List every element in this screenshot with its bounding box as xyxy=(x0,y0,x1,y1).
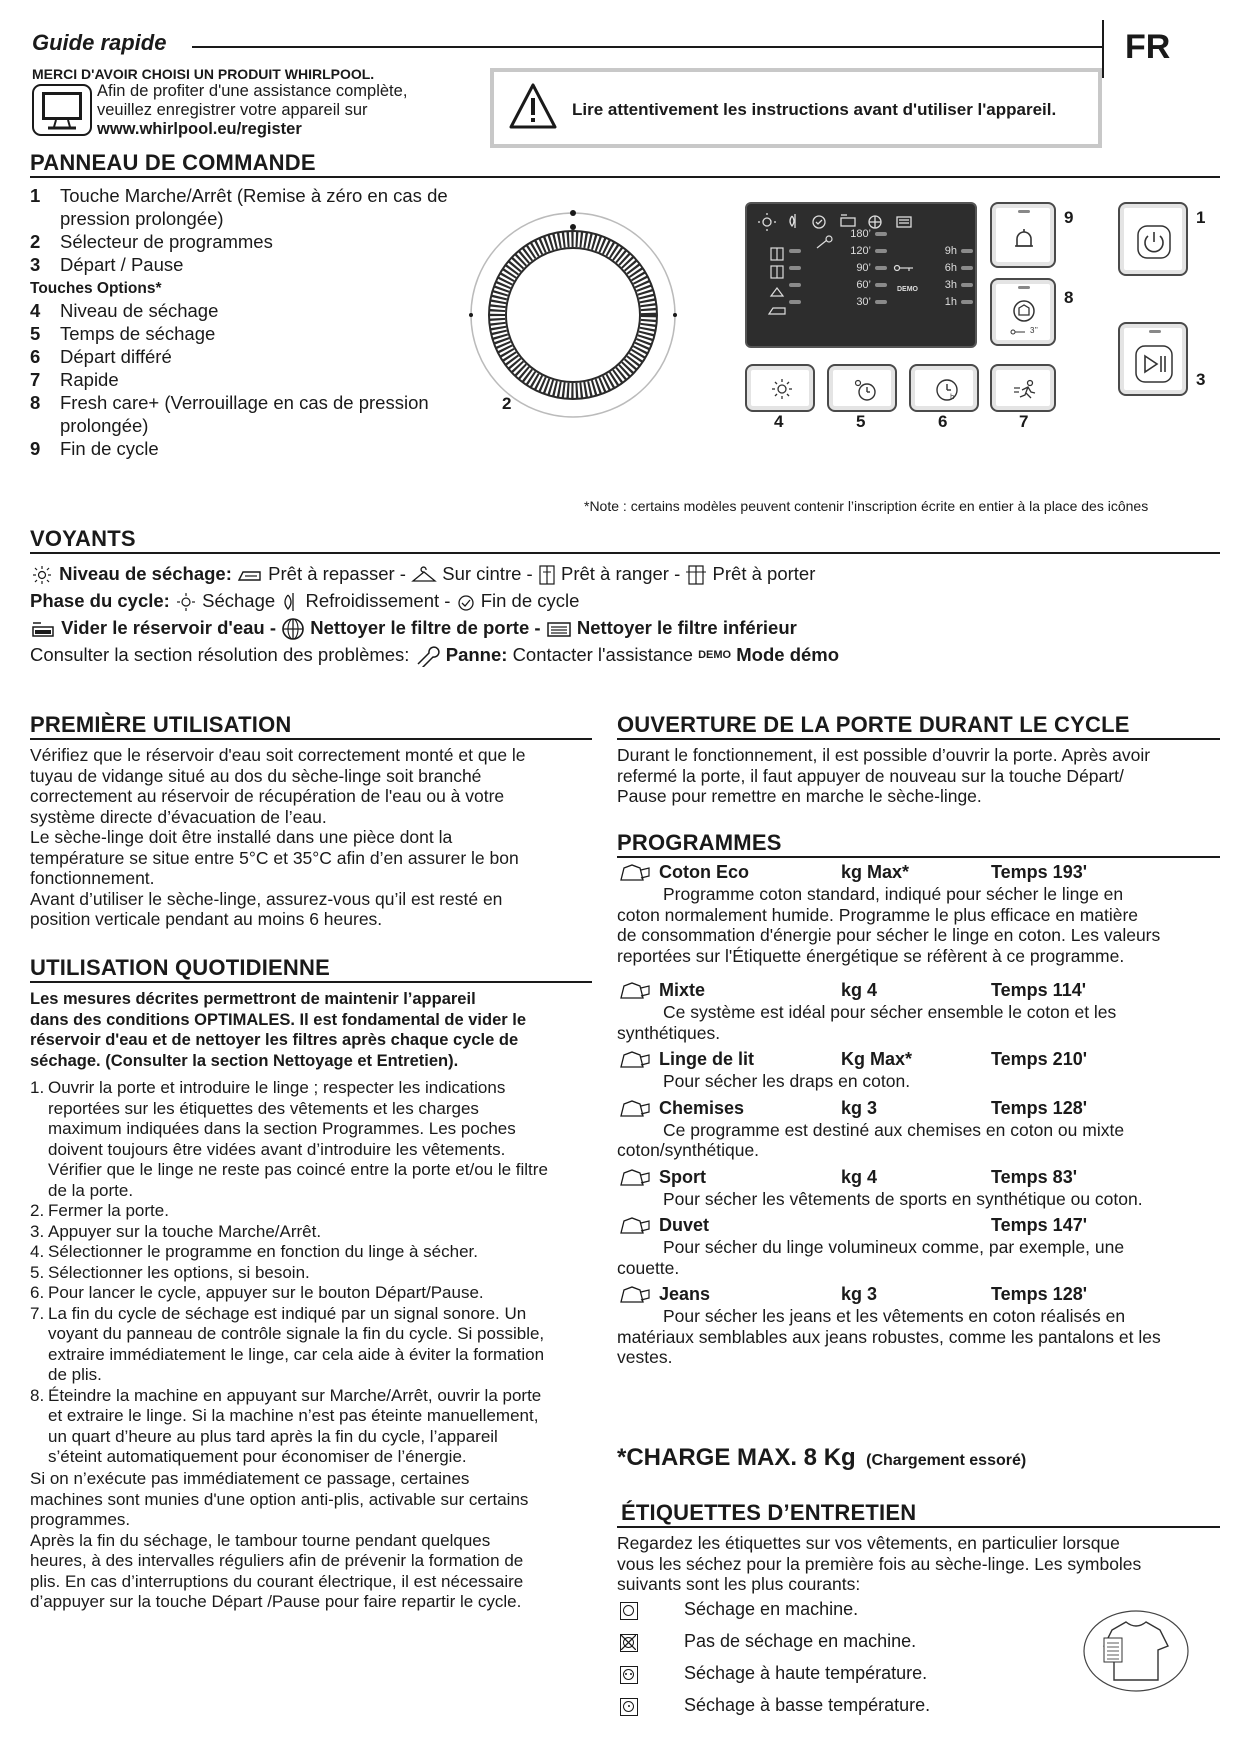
dry-level-button[interactable] xyxy=(745,364,815,412)
list-text: Fermer la porte. xyxy=(48,1201,169,1220)
control-display xyxy=(745,202,977,348)
text-line: Ce système est idéal pour sécher ensemble le coton et les xyxy=(663,1002,1117,1022)
list-number xyxy=(30,1324,48,1345)
page-title: Guide rapide xyxy=(32,30,167,55)
list-number: 3 xyxy=(30,254,41,275)
text-line: d’appuyer sur la touche Départ /Pause pour faire repartir le cycle. xyxy=(30,1592,522,1611)
wear-icon xyxy=(685,564,707,586)
list-number: 7 xyxy=(30,369,41,390)
text-line: Regardez les étiquettes sur vos vêtements, en particulier lorsque xyxy=(617,1533,1120,1553)
text-line: Pour sécher les jeans et les vêtements en coton réalisés en xyxy=(663,1306,1126,1326)
cotton-eco-icon xyxy=(617,862,653,884)
program-time: Temps 147' xyxy=(991,1215,1087,1235)
program-name: Mixte xyxy=(659,980,706,1000)
cooling-icon xyxy=(280,591,300,613)
list-text: Sélectionner les options, si besoin. xyxy=(48,1262,310,1282)
dry-level-icon xyxy=(769,376,795,402)
dry-time-icon xyxy=(851,376,879,404)
list-text: Fin de cycle xyxy=(60,438,159,459)
door-filter-icon xyxy=(281,617,305,641)
program-time: Temps 128' xyxy=(991,1097,1087,1118)
programs-list xyxy=(617,862,1227,1368)
list-item xyxy=(30,1386,600,1407)
list-item xyxy=(30,184,480,207)
text-line: suivants sont les plus courants: xyxy=(617,1574,861,1594)
header-divider xyxy=(1102,20,1104,78)
program-description xyxy=(617,884,1227,966)
list-item xyxy=(30,253,480,276)
text-line: correctement au réservoir de récupération de l'eau ou à votre xyxy=(30,786,505,806)
program-item xyxy=(617,1284,1227,1368)
program-name: Sport xyxy=(659,1166,706,1187)
program-header xyxy=(617,1215,1227,1237)
list-item xyxy=(30,1263,600,1284)
section-care-labels: ÉTIQUETTES D’ENTRETIEN xyxy=(617,1500,1220,1528)
list-item xyxy=(30,1406,600,1427)
list-text: pression prolongée) xyxy=(60,208,224,229)
list-item xyxy=(30,1078,600,1099)
shirts-icon xyxy=(617,1098,653,1120)
duvet-icon xyxy=(617,1215,653,1237)
list-text: voyant du panneau de contrôle signale la fin du cycle. Si possible, xyxy=(48,1324,545,1343)
program-item xyxy=(617,1098,1227,1161)
list-text: Sélectionner le programme en fonction du linge à sécher. xyxy=(48,1242,478,1261)
end-of-cycle-button[interactable] xyxy=(990,202,1056,268)
text-line: position verticale pendant au moins 6 heures. xyxy=(30,909,383,929)
list-item xyxy=(30,368,480,391)
text-line: réservoir d'eau et de nettoyer les filtres après chaque cycle de xyxy=(30,1031,519,1049)
list-number: 5 xyxy=(30,323,41,344)
quick-icon xyxy=(1012,376,1040,404)
list-text: Appuyer sur la touche Marche/Arrêt. xyxy=(48,1221,322,1241)
list-item xyxy=(30,345,480,368)
max-load: *CHARGE MAX. 8 Kg (Chargement essoré) xyxy=(617,1444,1027,1471)
end-cycle-icon xyxy=(456,592,476,612)
list-item xyxy=(30,230,480,253)
register-text: Afin de profiter d'une assistance complète, veuillez enregistrer votre appareil sur www.whirlpool.eu/register xyxy=(97,82,408,138)
text-line: Ce programme est destiné aux chemises en coton ou mixte xyxy=(663,1119,1125,1140)
list-number: 8 xyxy=(30,392,41,413)
list-number: 6 xyxy=(30,346,41,367)
options-title: Touches Options* xyxy=(30,280,162,297)
indicators-block xyxy=(30,560,1220,669)
text-line: Si on n’exécute pas immédiatement ce passage, certaines xyxy=(30,1469,470,1488)
list-text: de plis. xyxy=(48,1365,102,1384)
list-item xyxy=(30,207,480,230)
care-symbol-text: Séchage en machine. xyxy=(684,1599,859,1619)
list-number: 4. xyxy=(30,1242,45,1261)
program-header xyxy=(617,1098,1227,1120)
list-item xyxy=(30,1181,600,1202)
list-number: 1 xyxy=(30,185,41,206)
warning-icon xyxy=(508,82,558,130)
program-item xyxy=(617,1049,1227,1092)
text-line: coton/synthétique. xyxy=(617,1140,760,1160)
section-programs: PROGRAMMES xyxy=(617,830,1220,858)
label-6: 6 xyxy=(938,412,948,431)
program-name: Jeans xyxy=(659,1284,711,1304)
text-line: machines sont munies d'une option anti-plis, activable sur certains xyxy=(30,1489,529,1509)
program-time: Temps 193' xyxy=(991,862,1087,882)
list-number xyxy=(30,1099,48,1120)
iron-icon xyxy=(237,567,263,583)
text-line: refermé la porte, il faut appuyer de nouveau sur la touche Départ/ xyxy=(617,765,1124,786)
program-load: kg 4 xyxy=(841,980,878,1000)
program-description xyxy=(617,1189,1227,1210)
list-number: 4 xyxy=(30,300,41,321)
list-number xyxy=(30,414,60,437)
daily-intro xyxy=(30,989,600,1071)
panel-list xyxy=(30,184,480,460)
svg-text:h: h xyxy=(950,393,955,401)
section-door-opening: OUVERTURE DE LA PORTE DURANT LE CYCLE xyxy=(617,712,1220,740)
delay-start-icon xyxy=(933,376,961,404)
care-symbol-text: Séchage à basse température. xyxy=(684,1695,931,1715)
text-line: de consommation d'énergie pour sécher le linge en coton. Les valeurs xyxy=(617,925,1161,945)
program-load: kg Max* xyxy=(841,862,910,882)
list-text: prolongée) xyxy=(60,415,149,436)
display-hours: 9h 6h 3h 1h xyxy=(944,245,957,308)
list-item xyxy=(30,1160,600,1181)
label-5: 5 xyxy=(856,412,866,431)
list-text: doivent toujours être vidées avant d’introduire les vêtements. xyxy=(48,1139,506,1159)
list-text: extraire immédiatement le linge, car cela aide à éviter la formation xyxy=(48,1344,545,1364)
list-text: de la porte. xyxy=(48,1180,134,1200)
first-use-text xyxy=(30,745,600,930)
text-line: Avant d’utiliser le sèche-linge, assurez-vous qu’il est resté en xyxy=(30,888,503,909)
water-tank-icon xyxy=(30,620,56,638)
list-item xyxy=(30,1283,600,1304)
text-line: fonctionnement. xyxy=(30,868,155,888)
display-times: 180’ 120’ 90’ 60’ 30’ xyxy=(850,228,871,308)
list-item xyxy=(30,1345,600,1366)
list-item xyxy=(30,1304,600,1325)
list-text: Touche Marche/Arrêt (Remise à zéro en cas de xyxy=(60,185,448,206)
list-number xyxy=(30,1119,48,1140)
label-1: 1 xyxy=(1196,208,1206,227)
care-symbol-text: Pas de séchage en machine. xyxy=(684,1631,917,1651)
language-code: FR xyxy=(1125,28,1171,66)
register-link[interactable]: www.whirlpool.eu/register xyxy=(97,120,302,138)
label-9: 9 xyxy=(1064,208,1074,227)
list-item xyxy=(30,1140,600,1161)
text-line: Programme coton standard, indiqué pour sécher le linge en xyxy=(663,884,1124,904)
text-line: tuyau de vidange situé au dos du sèche-linge soit branché xyxy=(30,765,482,786)
section-first-use: PREMIÈRE UTILISATION xyxy=(30,712,592,740)
list-number xyxy=(30,1427,48,1448)
text-line: Vérifiez que le réservoir d'eau soit correctement monté et que le xyxy=(30,745,526,765)
list-text: Sélecteur de programmes xyxy=(60,231,273,252)
program-name: Duvet xyxy=(659,1215,710,1235)
text-line: vous les séchez pour la première fois au sèche-linge. Les symboles xyxy=(617,1553,1142,1574)
program-description xyxy=(617,1120,1227,1161)
list-item xyxy=(30,1324,600,1345)
list-number xyxy=(30,1447,48,1468)
mixed-icon xyxy=(617,980,653,1002)
list-item xyxy=(30,1447,600,1468)
list-item xyxy=(30,1242,600,1263)
label-4: 4 xyxy=(774,412,784,431)
text-line: Pour sécher du linge volumineux comme, par exemple, une xyxy=(663,1237,1125,1257)
list-item xyxy=(30,437,480,460)
power-button[interactable] xyxy=(1118,202,1188,276)
list-item xyxy=(30,391,480,414)
display-demo: DEMO xyxy=(897,286,918,293)
list-text: maximum indiquées dans la section Programmes. Les poches xyxy=(48,1119,516,1138)
door-text xyxy=(617,745,1227,807)
text-line: Le sèche-linge doit être installé dans une pièce dont la xyxy=(30,827,453,847)
bell-icon xyxy=(1010,226,1038,254)
list-text: Vérifier que le linge ne reste pas coincé entre la porte et/ou le filtre xyxy=(48,1160,548,1179)
program-header xyxy=(617,1167,1227,1189)
high-temp-dry-icon xyxy=(620,1666,638,1684)
dry-level-icon xyxy=(30,565,54,585)
label-8: 8 xyxy=(1064,288,1074,307)
list-number xyxy=(30,207,60,230)
program-name: Linge de lit xyxy=(659,1049,755,1069)
start-pause-button[interactable] xyxy=(1118,322,1188,396)
program-item xyxy=(617,862,1227,966)
cycle-phase-row: Phase du cycle: Séchage Refroidissement - Fin de cycle xyxy=(30,587,1220,614)
text-line: vestes. xyxy=(617,1347,673,1367)
label-3: 3 xyxy=(1196,370,1206,389)
list-number xyxy=(30,1160,48,1181)
text-line: couette. xyxy=(617,1257,680,1278)
section-daily-use: UTILISATION QUOTIDIENNE xyxy=(30,955,592,983)
daily-steps xyxy=(30,1078,600,1468)
text-line: Après la fin du séchage, le tambour tourne pendant quelques xyxy=(30,1530,491,1550)
list-number xyxy=(30,1365,48,1386)
list-text: La fin du cycle de séchage est indiqué par un signal sonore. Un xyxy=(48,1303,527,1323)
program-description xyxy=(617,1002,1227,1043)
program-name: Coton Eco xyxy=(659,862,749,882)
list-text: Niveau de séchage xyxy=(60,300,219,321)
list-number xyxy=(30,1406,48,1427)
text-line: Durant le fonctionnement, il est possible d’ouvrir la porte. Après avoir xyxy=(617,745,1151,765)
program-load xyxy=(841,1215,991,1237)
list-number: 2. xyxy=(30,1201,45,1220)
list-number: 8. xyxy=(30,1385,45,1405)
text-line: heures, à des intervalles réguliers afin de prévenir la formation de xyxy=(30,1551,524,1570)
text-line: système directe d’évacuation de l’eau. xyxy=(30,806,327,827)
program-load: kg 3 xyxy=(841,1284,878,1304)
program-time: Temps 210' xyxy=(991,1049,1087,1069)
text-line: température se situe entre 5°C et 35°C afin d’en assurer le bon xyxy=(30,847,519,868)
warning-text: Lire attentivement les instructions avant d'utiliser l'appareil. xyxy=(572,100,1057,119)
header-rule xyxy=(192,46,1102,48)
tshirt-label-icon xyxy=(1082,1608,1190,1694)
text-line: coton normalement humide. Programme le plus efficace en matière xyxy=(617,904,1139,925)
jeans-icon xyxy=(617,1284,653,1306)
label-7: 7 xyxy=(1019,412,1029,431)
care-symbol-text: Séchage à haute température. xyxy=(684,1663,928,1683)
list-item xyxy=(30,1119,600,1140)
fold-icon xyxy=(538,564,556,586)
list-text: reportées sur les étiquettes des vêtements et les charges xyxy=(48,1098,479,1118)
list-text: et extraire le linge. Si la machine n’est pas éteinte manuellement, xyxy=(48,1406,539,1425)
wrench-icon xyxy=(415,645,441,667)
list-number xyxy=(30,1140,48,1161)
program-load: kg 4 xyxy=(841,1166,878,1187)
program-description xyxy=(617,1306,1227,1368)
list-text: Départ / Pause xyxy=(60,254,184,275)
dry-level-row: Niveau de séchage: Prêt à repasser - Sur cintre - Prêt à ranger - Prêt à porter xyxy=(30,560,1220,587)
list-number: 6. xyxy=(30,1283,45,1302)
list-text: s’éteint automatiquement pour économiser de l’énergie. xyxy=(48,1447,467,1466)
list-number: 7. xyxy=(30,1303,45,1323)
list-number xyxy=(30,1345,48,1366)
daily-after xyxy=(30,1469,600,1613)
fresh-care-button[interactable]: 3’’ xyxy=(990,278,1056,346)
list-item xyxy=(30,414,480,437)
list-text: un quart d’heure au plus tard après la fin du cycle, l’appareil xyxy=(48,1426,498,1446)
quick-button[interactable] xyxy=(990,364,1056,412)
demo-badge: DEMO xyxy=(698,649,732,662)
program-item xyxy=(617,980,1227,1043)
list-number xyxy=(30,1181,48,1202)
text-line: Les mesures décrites permettront de maintenir l’appareil xyxy=(30,990,476,1008)
list-item xyxy=(30,1201,600,1222)
text-line: Pause pour remettre en marche le sèche-linge. xyxy=(617,786,982,806)
program-item xyxy=(617,1167,1227,1210)
text-line: matériaux semblables aux jeans robustes, comme les pantalons et les xyxy=(617,1326,1161,1347)
care-text xyxy=(617,1533,1227,1595)
text-line: Pour sécher les draps en coton. xyxy=(663,1071,911,1091)
program-time: Temps 128' xyxy=(991,1284,1087,1304)
list-text: Ouvrir la porte et introduire le linge ; respecter les indications xyxy=(48,1078,506,1097)
list-item xyxy=(30,299,480,322)
list-item xyxy=(30,1365,600,1386)
warning-box xyxy=(490,68,1102,148)
list-number: 1. xyxy=(30,1078,45,1097)
panel-note: *Note : certains modèles peuvent contenir l’inscription écrite en entier à la place des icônes xyxy=(584,498,1149,514)
tumble-dry-icon xyxy=(620,1602,638,1620)
no-tumble-dry-icon xyxy=(620,1634,638,1652)
list-number: 9 xyxy=(30,438,41,459)
text-line: Pour sécher les vêtements de sports en synthétique ou coton. xyxy=(663,1188,1143,1209)
fresh-care-icon xyxy=(1010,298,1038,324)
list-number: 2 xyxy=(30,231,41,252)
low-temp-dry-icon xyxy=(620,1698,638,1716)
program-header xyxy=(617,862,1227,884)
list-text: Fresh care+ (Verrouillage en cas de pression xyxy=(60,392,429,413)
lock-key-icon xyxy=(1010,328,1026,336)
text-line: séchage. (Consulter la section Nettoyage et Entretien). xyxy=(30,1051,459,1070)
play-pause-icon xyxy=(1134,344,1174,384)
maintenance-row: Vider le réservoir d'eau - Nettoyer le filtre de porte - Nettoyer le filtre inférieur xyxy=(30,614,1220,641)
list-number: 3. xyxy=(30,1221,45,1241)
section-control-panel: PANNEAU DE COMMANDE xyxy=(30,150,1220,178)
program-load: Kg Max* xyxy=(841,1049,913,1069)
program-header xyxy=(617,980,1227,1002)
program-item xyxy=(617,1215,1227,1278)
list-item xyxy=(30,1427,600,1448)
list-item xyxy=(30,322,480,345)
program-header xyxy=(617,1049,1227,1071)
text-line: plis. En cas d’interruptions du courant électrique, il est nécessaire xyxy=(30,1571,524,1591)
program-time: Temps 83' xyxy=(991,1166,1077,1187)
text-line: dans des conditions OPTIMALES. Il est fondamental de vider le xyxy=(30,1010,527,1029)
power-icon xyxy=(1136,224,1172,260)
delay-start-button[interactable] xyxy=(909,364,979,412)
monitor-icon xyxy=(32,84,92,136)
program-time: Temps 114' xyxy=(991,980,1087,1000)
text-line: reportées sur l'Étiquette énergétique se réfèrent à ce programme. xyxy=(617,945,1125,966)
list-number: 5. xyxy=(30,1262,45,1282)
drying-icon xyxy=(175,592,197,612)
program-name: Chemises xyxy=(659,1097,745,1118)
hanger-icon xyxy=(411,566,437,584)
program-description xyxy=(617,1071,1227,1092)
program-selector-dial[interactable] xyxy=(468,210,678,420)
bed-linen-icon xyxy=(617,1049,653,1071)
list-item xyxy=(30,1099,600,1120)
list-text: Rapide xyxy=(60,369,119,390)
thanks-text: MERCI D'AVOIR CHOISI UN PRODUIT WHIRLPOOL. xyxy=(32,66,375,82)
list-text: Pour lancer le cycle, appuyer sur le bouton Départ/Pause. xyxy=(48,1283,484,1302)
list-text: Éteindre la machine en appuyant sur Marche/Arrêt, ouvrir la porte xyxy=(48,1385,542,1405)
program-header xyxy=(617,1284,1227,1306)
fault-row: Consulter la section résolution des problèmes: Panne: Contacter l'assistance DEMO Mode démo xyxy=(30,641,1220,669)
dry-time-button[interactable] xyxy=(827,364,897,412)
lower-filter-icon xyxy=(546,620,572,638)
program-description xyxy=(617,1237,1227,1278)
list-item xyxy=(30,1222,600,1243)
text-line: programmes. xyxy=(30,1510,131,1529)
list-text: Temps de séchage xyxy=(60,323,216,344)
list-text: Départ différé xyxy=(60,346,172,367)
section-indicators: VOYANTS xyxy=(30,526,1220,554)
label-2: 2 xyxy=(502,394,512,413)
program-load: kg 3 xyxy=(841,1097,878,1118)
sport-icon xyxy=(617,1167,653,1189)
text-line: synthétiques. xyxy=(617,1022,721,1043)
